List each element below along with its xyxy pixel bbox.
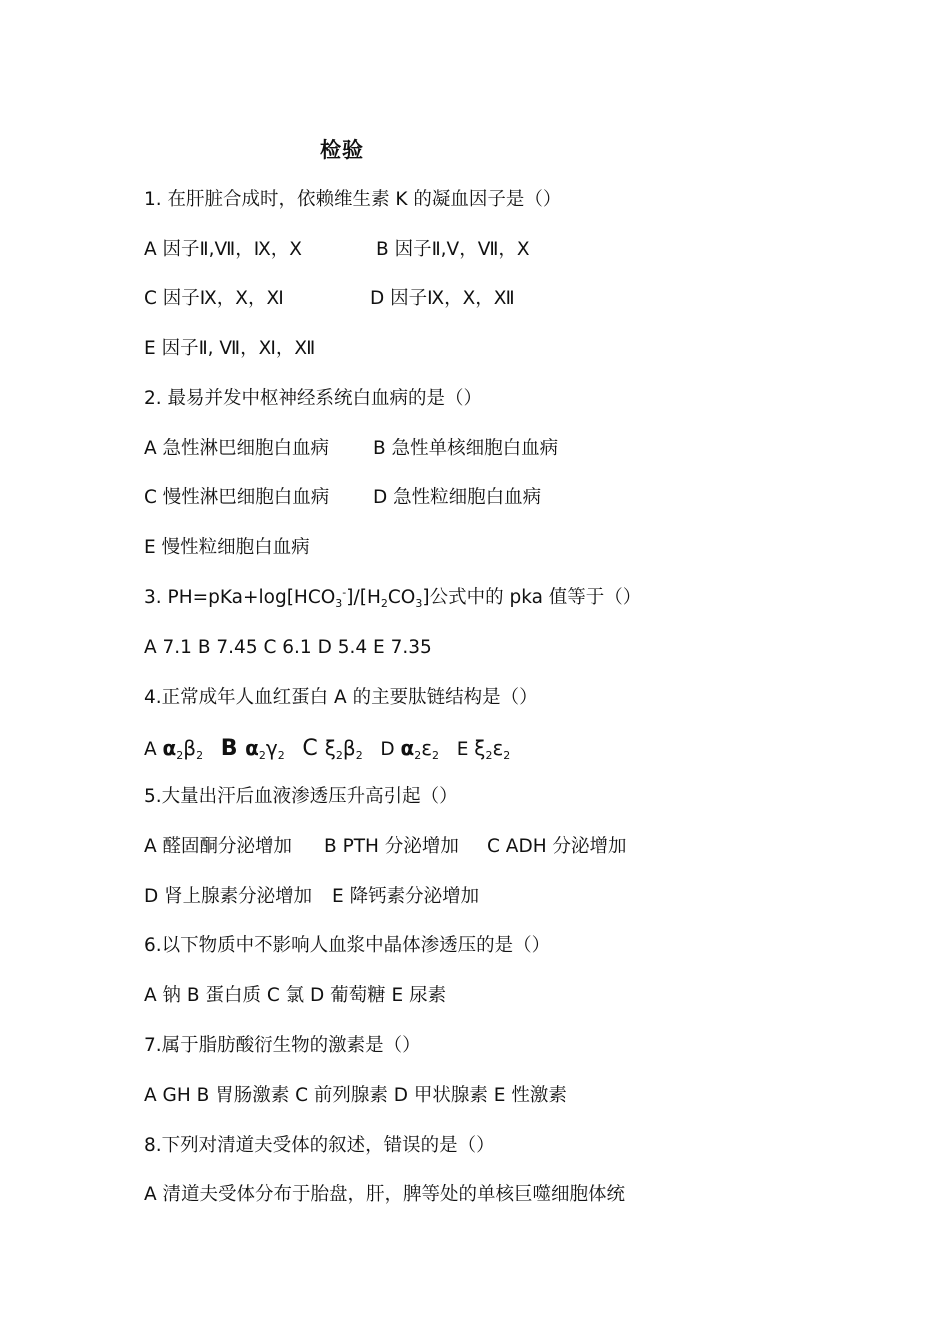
q4-subscript: 2 — [503, 749, 511, 762]
question-8-option-a: A 清道夫受体分布于胎盘，肝，脾等处的单核巨噬细胞体统 — [144, 1184, 626, 1205]
question-2-option-a: A 急性淋巴细胞白血病 — [144, 438, 330, 459]
question-7-stem: 7.属于脂肪酸衍生物的激素是（） — [144, 1035, 421, 1056]
question-2-options-row-2 — [144, 483, 541, 513]
q4-option-label: C — [302, 736, 325, 761]
q4-subscript: 2 — [414, 749, 422, 762]
q4-subscript: 2 — [355, 749, 363, 762]
q4-option-a — [144, 736, 204, 762]
q3-superscript: - — [342, 586, 347, 599]
q3-stem-mid-1: ]/[H — [346, 587, 381, 608]
question-1-option-e: E 因子Ⅱ, Ⅶ，Ⅺ，Ⅻ — [144, 338, 316, 359]
question-1-options-row-1 — [144, 235, 530, 265]
question-1-option-c: C 因子Ⅸ，Ⅹ，Ⅺ — [144, 288, 284, 309]
question-1-option-d: D 因子Ⅸ，Ⅹ，Ⅻ — [370, 288, 515, 309]
question-5-option-a: A 醛固酮分泌增加 — [144, 836, 293, 857]
q4-subscript: 2 — [432, 749, 440, 762]
q4-option-b — [220, 736, 285, 762]
q3-stem-pre: 3. PH=pKa+log[HCO — [144, 587, 336, 608]
question-7-options: A GH B 胃肠激素 C 前列腺素 D 甲状腺素 E 性激素 — [144, 1085, 567, 1106]
question-1-option-a: A 因子Ⅱ,Ⅶ，Ⅸ，Ⅹ — [144, 239, 302, 260]
question-2-option-b: B 急性单核细胞白血病 — [373, 438, 559, 459]
q4-symbol: α — [400, 736, 415, 760]
question-8-stem: 8.下列对清道夫受体的叙述，错误的是（） — [144, 1135, 495, 1156]
q4-subscript: 2 — [258, 749, 266, 762]
question-5-option-e: E 降钙素分泌增加 — [332, 886, 480, 907]
question-6-options: A 钠 B 蛋白质 C 氯 D 葡萄糖 E 尿素 — [144, 985, 447, 1006]
q3-subscript: 3 — [415, 597, 423, 610]
q4-symbol: ξ — [324, 736, 336, 760]
q4-subscript: 2 — [485, 749, 493, 762]
q4-symbol: ε — [492, 736, 504, 760]
question-2-options-row-1 — [144, 434, 558, 464]
question-5-stem: 5.大量出汗后血液渗透压升高引起（） — [144, 786, 458, 807]
question-2-option-c: C 慢性淋巴细胞白血病 — [144, 487, 330, 508]
question-2-option-d: D 急性粒细胞白血病 — [373, 487, 542, 508]
question-5-options-row-1 — [144, 832, 627, 862]
question-5-option-d: D 肾上腺素分泌增加 — [144, 886, 313, 907]
q4-option-label: B — [220, 736, 246, 761]
q4-symbol: ε — [421, 736, 433, 760]
page-title: 检验 — [320, 138, 364, 162]
question-5-option-c: C ADH 分泌增加 — [487, 836, 627, 857]
q3-subscript: 2 — [380, 597, 388, 610]
q4-symbol: γ — [265, 736, 278, 760]
q4-option-label: D — [380, 739, 401, 760]
question-3-stem — [144, 583, 641, 613]
question-2-stem: 2. 最易并发中枢神经系统白血病的是（） — [144, 388, 483, 409]
question-2-option-e: E 慢性粒细胞白血病 — [144, 537, 310, 558]
question-4-stem: 4.正常成年人血红蛋白 A 的主要肽链结构是（） — [144, 687, 538, 708]
question-5-options-row-2 — [144, 882, 479, 912]
q4-symbol: β — [342, 736, 356, 760]
q4-option-label: E — [456, 739, 475, 760]
q4-option-e — [456, 736, 511, 762]
q3-stem-post: ]公式中的 pka 值等于（） — [422, 587, 642, 608]
q4-symbol: ξ — [474, 736, 486, 760]
q4-symbol: α — [245, 736, 259, 760]
q4-option-label: A — [144, 739, 163, 760]
question-3-options: A 7.1 B 7.45 C 6.1 D 5.4 E 7.35 — [144, 637, 432, 658]
question-1-stem: 1. 在肝脏合成时，依赖维生素 K 的凝血因子是（） — [144, 189, 562, 210]
q4-option-d — [380, 736, 440, 762]
q4-option-c — [302, 736, 363, 762]
q3-subscript: 3 — [335, 597, 343, 610]
q4-symbol: α — [162, 736, 177, 760]
q4-subscript: 2 — [335, 749, 343, 762]
question-1-options-row-2 — [144, 284, 515, 314]
q4-subscript: 2 — [176, 749, 184, 762]
question-6-stem: 6.以下物质中不影响人血浆中晶体渗透压的是（） — [144, 935, 551, 956]
q4-symbol: β — [183, 736, 197, 760]
q4-subscript: 2 — [196, 749, 204, 762]
q4-subscript: 2 — [277, 749, 285, 762]
q3-stem-mid-2: CO — [387, 587, 416, 608]
question-1-option-b: B 因子Ⅱ,Ⅴ，Ⅶ，Ⅹ — [376, 239, 530, 260]
question-5-option-b: B PTH 分泌增加 — [324, 836, 459, 857]
question-4-options — [144, 733, 510, 765]
